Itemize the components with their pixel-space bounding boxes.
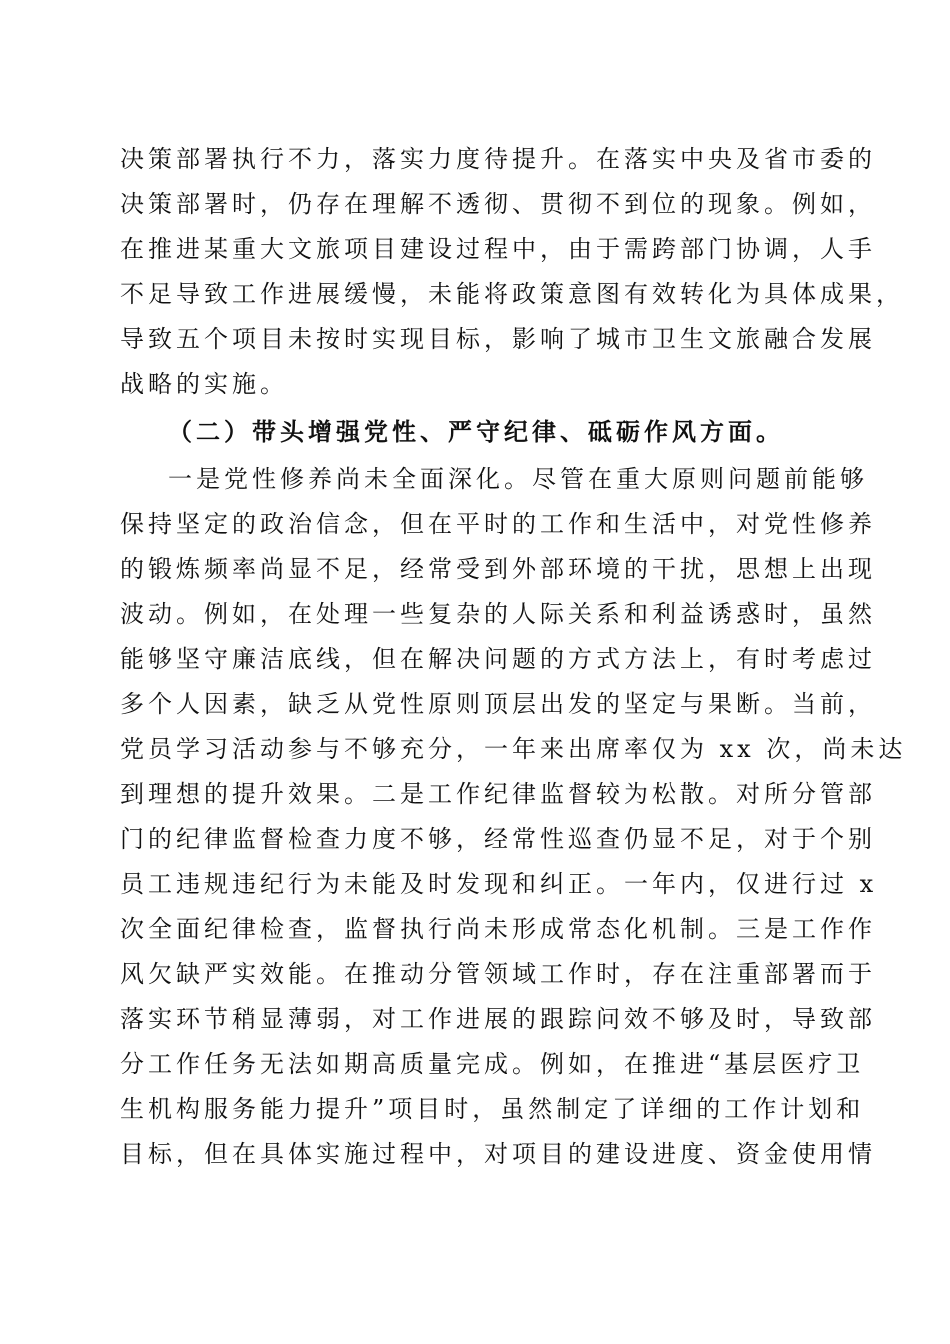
text-line: 战略的实施。: [120, 370, 288, 398]
text-line: 员工违规违纪行为未能及时发现和纠正。一年内，仅进行过 x: [120, 870, 878, 898]
text-line: 决策部署执行不力，落实力度待提升。在落实中央及省市委的: [120, 145, 876, 173]
text-line: 波动。例如，在处理一些复杂的人际关系和利益诱惑时，虽然: [120, 600, 876, 628]
text-line: 多个人因素，缺乏从党性原则顶层出发的坚定与果断。当前，: [120, 690, 876, 718]
text-line: 到理想的提升效果。二是工作纪律监督较为松散。对所分管部: [120, 780, 876, 808]
text-line: 党员学习活动参与不够充分，一年来出席率仅为 xx 次，尚未达: [120, 735, 907, 763]
text-line: 次全面纪律检查，监督执行尚未形成常态化机制。三是工作作: [120, 915, 876, 943]
text-line: 导致五个项目未按时实现目标，影响了城市卫生文旅融合发展: [120, 325, 876, 353]
text-line: 的锻炼频率尚显不足，经常受到外部环境的干扰，思想上出现: [120, 555, 876, 583]
text-line: 分工作任务无法如期高质量完成。例如，在推进“基层医疗卫: [120, 1050, 865, 1078]
text-line: 落实环节稍显薄弱，对工作进展的跟踪问效不够及时，导致部: [120, 1005, 876, 1033]
text-line: 决策部署时，仍存在理解不透彻、贯彻不到位的现象。例如，: [120, 190, 876, 218]
text-line: 门的纪律监督检查力度不够，经常性巡查仍显不足，对于个别: [120, 825, 876, 853]
text-line: 在推进某重大文旅项目建设过程中，由于需跨部门协调，人手: [120, 235, 876, 263]
text-line: 一是党性修养尚未全面深化。尽管在重大原则问题前能够: [168, 465, 868, 493]
text-line: 目标，但在具体实施过程中，对项目的建设进度、资金使用情: [120, 1140, 876, 1168]
text-line: 保持坚定的政治信念，但在平时的工作和生活中，对党性修养: [120, 510, 876, 538]
text-line: 不足导致工作进展缓慢，未能将政策意图有效转化为具体成果，: [120, 280, 904, 308]
section-heading: （二）带头增强党性、严守纪律、砥砺作风方面。: [168, 417, 784, 446]
text-line: 能够坚守廉洁底线，但在解决问题的方式方法上，有时考虑过: [120, 645, 876, 673]
text-line: 生机构服务能力提升”项目时，虽然制定了详细的工作计划和: [120, 1095, 865, 1123]
text-line: 风欠缺严实效能。在推动分管领域工作时，存在注重部署而于: [120, 960, 876, 988]
